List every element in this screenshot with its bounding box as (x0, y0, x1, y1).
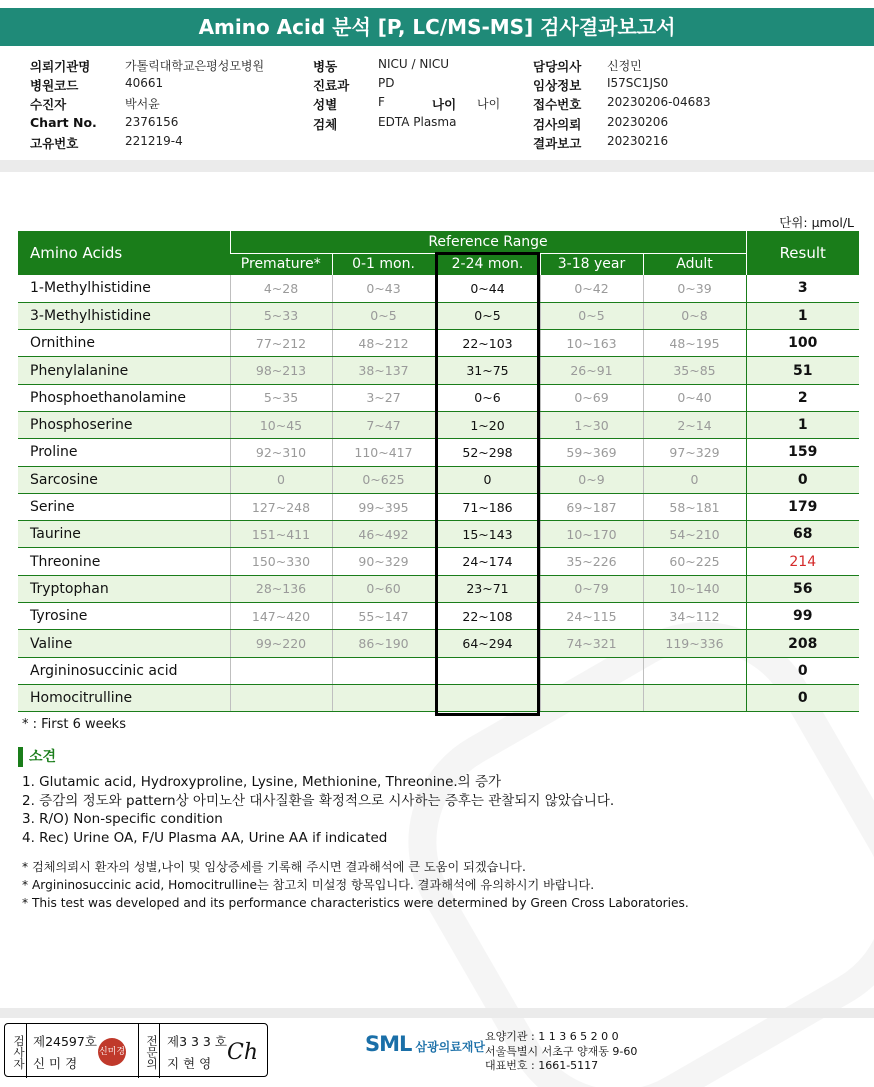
table-row (18, 603, 859, 630)
patient-info (0, 54, 874, 154)
reference-range-cell: 150~330 (230, 548, 332, 575)
findings-title (18, 746, 56, 767)
reference-range-cell: 24~115 (540, 603, 643, 630)
reference-range-cell: 86~190 (332, 630, 435, 657)
reference-range-cell: 54~210 (643, 521, 746, 548)
info-label: 담당의사 (533, 59, 582, 74)
reference-range-cell: 46~492 (332, 521, 435, 548)
finding-item: 3. R/O) Non-specific condition (22, 811, 223, 827)
header-ref-col: Premature* (230, 253, 332, 275)
reference-range-cell: 23~71 (435, 575, 540, 602)
amino-acid-name: Tryptophan (18, 575, 230, 602)
lab-address: 서울특별시 서초구 양재동 9-60 (485, 1044, 638, 1058)
divider-band (0, 160, 874, 172)
reference-range-cell (540, 684, 643, 711)
reference-range-cell: 0~625 (332, 466, 435, 493)
reference-range-cell: 147~420 (230, 603, 332, 630)
age-value: 나이 (477, 97, 501, 111)
info-value: F (378, 95, 385, 109)
result-cell: 99 (746, 603, 859, 630)
info-label: 임상정보 (533, 78, 582, 93)
result-cell: 159 (746, 439, 859, 466)
reference-range-cell: 55~147 (332, 603, 435, 630)
note-item: * Argininosuccinic acid, Homocitrulline는 참고치 미설정 항목입니다. 결과해석에 유의하시기 바랍니다. (22, 878, 595, 892)
reference-range-cell: 22~108 (435, 603, 540, 630)
amino-acid-name: Tyrosine (18, 603, 230, 630)
table-row (18, 411, 859, 438)
reference-range-cell: 48~212 (332, 330, 435, 357)
reference-range-cell: 34~112 (643, 603, 746, 630)
reference-range-cell (435, 657, 540, 684)
table-row (18, 330, 859, 357)
result-cell: 56 (746, 575, 859, 602)
reference-range-cell: 0~5 (435, 302, 540, 329)
lab-name: 삼광의료재단 (415, 1040, 485, 1054)
reference-range-cell: 90~329 (332, 548, 435, 575)
table-row (18, 384, 859, 411)
result-cell: 100 (746, 330, 859, 357)
reference-range-cell: 0~40 (643, 384, 746, 411)
amino-acid-name: Phosphoethanolamine (18, 384, 230, 411)
reference-range-cell: 77~212 (230, 330, 332, 357)
result-cell: 0 (746, 466, 859, 493)
table-row (18, 357, 859, 384)
note-item: * This test was developed and its performance characteristics were determined by Green Cross Laboratories. (22, 896, 689, 910)
reference-range-cell: 74~321 (540, 630, 643, 657)
info-value: 221219-4 (125, 134, 183, 148)
reference-range-cell: 0~43 (332, 275, 435, 302)
header-ref-col: Adult (643, 253, 746, 275)
tester-license: 제24597호 (33, 1034, 97, 1049)
info-label: 결과보고 (533, 136, 582, 151)
reference-range-cell: 35~226 (540, 548, 643, 575)
signature-scribble: Ch (227, 1040, 259, 1065)
table-row (18, 684, 859, 711)
info-value: 신정민 (607, 59, 642, 73)
reference-range-cell: 98~213 (230, 357, 332, 384)
reference-range-cell: 48~195 (643, 330, 746, 357)
table-row (18, 630, 859, 657)
reference-range-cell (230, 684, 332, 711)
reference-range-cell (540, 657, 643, 684)
info-label: 진료과 (313, 78, 350, 93)
reference-range-cell: 0~39 (643, 275, 746, 302)
reference-range-cell: 58~181 (643, 493, 746, 520)
findings-title-text: 소견 (29, 749, 57, 765)
reference-range-cell: 2~14 (643, 411, 746, 438)
header-result: Result (746, 231, 859, 275)
reference-range-cell: 59~369 (540, 439, 643, 466)
result-cell: 179 (746, 493, 859, 520)
info-label: 접수번호 (533, 97, 582, 112)
info-label: 검사의뢰 (533, 117, 582, 132)
reference-range-cell: 4~28 (230, 275, 332, 302)
amino-acid-name: Phosphoserine (18, 411, 230, 438)
info-label: 수진자 (30, 97, 67, 112)
reference-range-cell: 1~30 (540, 411, 643, 438)
header-reference-range: Reference Range (230, 231, 746, 253)
reference-range-cell: 92~310 (230, 439, 332, 466)
reference-range-cell (643, 684, 746, 711)
bottom-band (0, 1008, 874, 1018)
reference-range-cell: 28~136 (230, 575, 332, 602)
reference-range-cell: 35~85 (643, 357, 746, 384)
reference-range-cell: 22~103 (435, 330, 540, 357)
info-value: NICU / NICU (378, 57, 450, 71)
reference-range-cell: 10~170 (540, 521, 643, 548)
info-value: 20230206 (607, 115, 669, 129)
age-label: 나이 (432, 97, 457, 112)
reference-range-cell (332, 684, 435, 711)
tester-name: 신 미 경 (33, 1056, 78, 1071)
reference-range-cell: 3~27 (332, 384, 435, 411)
reference-range-cell: 99~395 (332, 493, 435, 520)
info-value: 20230216 (607, 134, 669, 148)
header-ref-col: 2-24 mon. (435, 253, 540, 275)
info-label: 의뢰기관명 (30, 59, 91, 74)
reference-range-cell: 0~42 (540, 275, 643, 302)
result-cell: 68 (746, 521, 859, 548)
table-row (18, 302, 859, 329)
info-label: 병원코드 (30, 78, 79, 93)
reference-range-cell: 0~6 (435, 384, 540, 411)
reference-range-cell: 24~174 (435, 548, 540, 575)
result-cell: 2 (746, 384, 859, 411)
result-cell: 208 (746, 630, 859, 657)
result-cell: 1 (746, 302, 859, 329)
lab-phone: 대표번호 : 1661-5117 (485, 1059, 599, 1072)
reference-range-cell: 0~8 (643, 302, 746, 329)
reference-range-cell: 52~298 (435, 439, 540, 466)
table-row (18, 466, 859, 493)
result-cell: 214 (746, 548, 859, 575)
finding-item: 2. 증감의 정도와 pattern상 아미노산 대사질환을 확정적으로 시사하는 증후는 관찰되지 않았습니다. (22, 792, 615, 809)
reference-range-cell: 60~225 (643, 548, 746, 575)
reference-range-cell: 0 (230, 466, 332, 493)
lab-agency: 요양기관 : 1 1 3 6 5 2 0 0 (485, 1030, 619, 1043)
reference-range-cell: 69~187 (540, 493, 643, 520)
amino-acid-name: 1-Methylhistidine (18, 275, 230, 302)
amino-acid-name: Threonine (18, 548, 230, 575)
reference-range-cell: 119~336 (643, 630, 746, 657)
info-value: 박서윤 (125, 97, 160, 111)
table-row (18, 275, 859, 302)
reference-range-cell: 15~143 (435, 521, 540, 548)
reference-range-cell: 0~69 (540, 384, 643, 411)
reference-range-cell: 0~9 (540, 466, 643, 493)
reference-range-cell: 0 (435, 466, 540, 493)
specialist-name: 지 현 영 (167, 1056, 212, 1071)
amino-acid-name: Ornithine (18, 330, 230, 357)
sml-logo (365, 1032, 485, 1056)
finding-item: 4. Rec) Urine OA, F/U Plasma AA, Urine AA if indicated (22, 829, 388, 846)
unit-label: 단위: µmol/L (779, 215, 854, 230)
info-value: 2376156 (125, 115, 179, 129)
amino-acid-name: Sarcosine (18, 466, 230, 493)
header-amino-acids: Amino Acids (18, 231, 230, 275)
info-value: 40661 (125, 76, 164, 90)
reference-range-cell (643, 657, 746, 684)
reference-range-cell: 5~33 (230, 302, 332, 329)
reference-range-cell (435, 684, 540, 711)
reference-range-cell: 110~417 (332, 439, 435, 466)
amino-acid-name: Taurine (18, 521, 230, 548)
info-label: 성별 (313, 97, 338, 112)
amino-acid-name: Phenylalanine (18, 357, 230, 384)
specialist-label: 전문의 (138, 1024, 160, 1078)
report-title: Amino Acid 분석 [P, LC/MS-MS] 검사결과보고서 (0, 8, 874, 46)
reference-range-cell: 0~60 (332, 575, 435, 602)
section-marker (18, 747, 23, 767)
table-row (18, 493, 859, 520)
amino-acid-name: Serine (18, 493, 230, 520)
reference-range-cell: 0~44 (435, 275, 540, 302)
reference-range-cell: 10~163 (540, 330, 643, 357)
amino-acid-name: Homocitrulline (18, 684, 230, 711)
note-item: * 검체의뢰시 환자의 성별,나이 및 임상증세를 기록해 주시면 결과해석에 큰 도움이 되겠습니다. (22, 860, 526, 874)
reference-range-cell: 38~137 (332, 357, 435, 384)
table-row (18, 548, 859, 575)
header-ref-col: 0-1 mon. (332, 253, 435, 275)
seal-stamp: 신미경 (98, 1038, 126, 1066)
result-cell: 3 (746, 275, 859, 302)
reference-range-cell: 10~140 (643, 575, 746, 602)
info-value: I57SC1JS0 (607, 76, 669, 90)
reference-range-cell: 0~5 (540, 302, 643, 329)
reference-range-cell: 31~75 (435, 357, 540, 384)
table-row (18, 575, 859, 602)
amino-acid-name: Valine (18, 630, 230, 657)
info-label: 검체 (313, 117, 338, 132)
reference-range-cell: 151~411 (230, 521, 332, 548)
tester-label: 검사자 (5, 1024, 27, 1078)
reference-range-cell: 99~220 (230, 630, 332, 657)
sml-mark: SML (365, 1032, 412, 1056)
info-label: 병동 (313, 59, 338, 74)
amino-acid-name: 3-Methylhistidine (18, 302, 230, 329)
result-cell: 0 (746, 657, 859, 684)
info-value: PD (378, 76, 395, 90)
table-row (18, 439, 859, 466)
info-value: 20230206-04683 (607, 95, 711, 109)
amino-acid-name: Proline (18, 439, 230, 466)
reference-range-cell: 7~47 (332, 411, 435, 438)
findings-list (22, 773, 614, 847)
table-row (18, 657, 859, 684)
info-value: EDTA Plasma (378, 115, 457, 129)
reference-range-cell: 0 (643, 466, 746, 493)
reference-range-cell (230, 657, 332, 684)
info-value: 가톨릭대학교은평성모병원 (125, 59, 265, 73)
reference-range-cell: 1~20 (435, 411, 540, 438)
finding-item: 1. Glutamic acid, Hydroxyproline, Lysine, Methionine, Threonine.의 증가 (22, 774, 502, 790)
result-cell: 0 (746, 684, 859, 711)
reference-range-cell: 26~91 (540, 357, 643, 384)
result-cell: 1 (746, 411, 859, 438)
signature-box (4, 1023, 268, 1077)
notes-list (22, 858, 689, 912)
info-label: Chart No. (30, 115, 97, 130)
results-table (18, 231, 859, 712)
reference-range-cell: 5~35 (230, 384, 332, 411)
amino-acid-name: Argininosuccinic acid (18, 657, 230, 684)
reference-range-cell: 71~186 (435, 493, 540, 520)
result-cell: 51 (746, 357, 859, 384)
info-label: 고유번호 (30, 136, 79, 151)
reference-range-cell: 127~248 (230, 493, 332, 520)
reference-range-cell: 10~45 (230, 411, 332, 438)
reference-range-cell: 64~294 (435, 630, 540, 657)
reference-range-cell (332, 657, 435, 684)
table-row (18, 521, 859, 548)
reference-range-cell: 0~5 (332, 302, 435, 329)
specialist-license: 제3 3 3 호 (167, 1034, 227, 1049)
lab-info (485, 1030, 637, 1074)
header-ref-col: 3-18 year (540, 253, 643, 275)
reference-range-cell: 0~79 (540, 575, 643, 602)
premature-footnote: * : First 6 weeks (22, 717, 126, 732)
reference-range-cell: 97~329 (643, 439, 746, 466)
